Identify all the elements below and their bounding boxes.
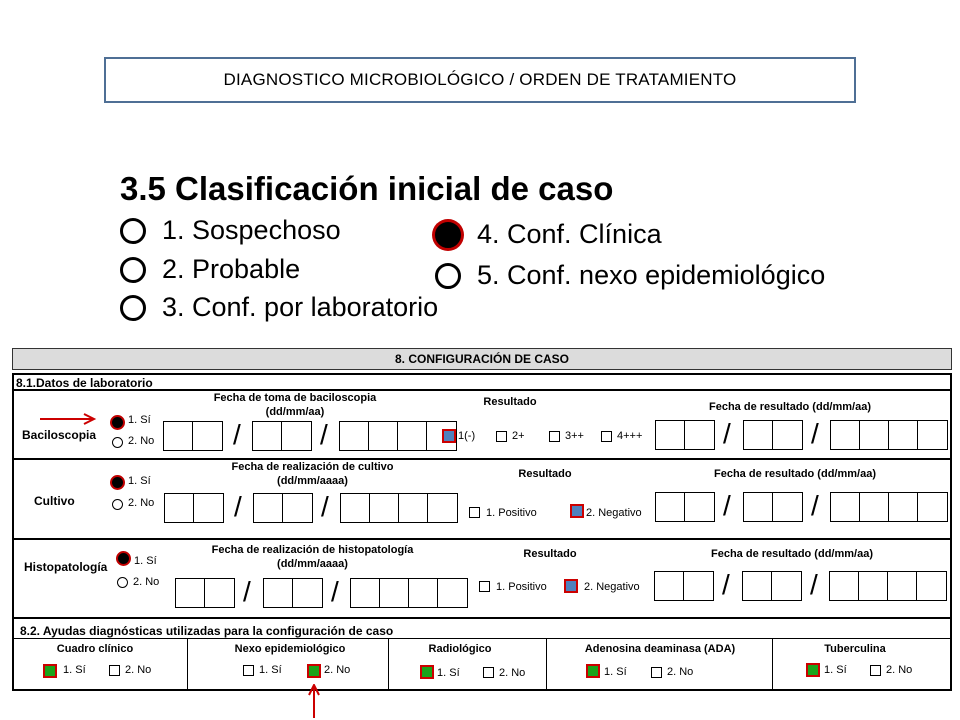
- result-label: 2. Negativo: [584, 581, 640, 593]
- result-day-field[interactable]: [655, 492, 715, 522]
- radio-selected-icon[interactable]: [435, 222, 461, 248]
- no-radio[interactable]: [112, 437, 123, 448]
- date-separator: /: [243, 576, 251, 607]
- aid-yes-checkbox-selected[interactable]: [806, 663, 820, 677]
- divider: [12, 538, 952, 540]
- option-label: 4. Conf. Clínica: [477, 219, 662, 249]
- date-header: Fecha de realización de cultivo: [231, 461, 394, 473]
- aid-yes-checkbox-selected[interactable]: [43, 664, 57, 678]
- date-separator: /: [233, 419, 241, 450]
- day-field[interactable]: [164, 493, 224, 523]
- arrow-right-icon: [38, 412, 98, 426]
- year-field[interactable]: [339, 421, 457, 451]
- month-field[interactable]: [253, 493, 313, 523]
- aid-radiologico: Radiológico: [428, 643, 492, 655]
- aid-no-checkbox[interactable]: [483, 667, 494, 678]
- aids-title: 8.2. Ayudas diagnósticas utilizadas para la configuración de caso: [20, 624, 394, 638]
- result-month-field[interactable]: [743, 492, 803, 522]
- date-separator: /: [234, 491, 242, 522]
- divider: [772, 638, 773, 690]
- aid-yes-label: 1. Sí: [824, 664, 847, 676]
- result-day-field[interactable]: [654, 571, 714, 601]
- radio-icon[interactable]: [435, 263, 461, 289]
- result-year-field[interactable]: [830, 420, 948, 450]
- month-field[interactable]: [263, 578, 323, 608]
- aid-tuberculina: Tuberculina: [824, 643, 886, 655]
- result-month-field[interactable]: [742, 571, 802, 601]
- result-checkbox[interactable]: [469, 507, 480, 518]
- radio-icon[interactable]: [120, 295, 146, 321]
- month-field[interactable]: [252, 421, 312, 451]
- result-date-header: Fecha de resultado (dd/mm/aa): [709, 401, 871, 413]
- lab-title: 8.1.Datos de laboratorio: [16, 376, 153, 390]
- result-checkbox-selected[interactable]: [564, 579, 578, 593]
- result-checkbox[interactable]: [549, 431, 560, 442]
- date-separator: /: [810, 569, 818, 600]
- aid-cuadro-clinico: Cuadro clínico: [56, 643, 134, 655]
- aid-nexo-epidemiologico: Nexo epidemiológico: [234, 643, 346, 655]
- result-date-header: Fecha de resultado (dd/mm/aa): [711, 548, 873, 560]
- result-day-field[interactable]: [655, 420, 715, 450]
- day-field[interactable]: [175, 578, 235, 608]
- date-separator: /: [321, 491, 329, 522]
- result-label: 4+++: [617, 430, 643, 442]
- radio-icon[interactable]: [120, 218, 146, 244]
- aid-yes-checkbox[interactable]: [243, 665, 254, 676]
- date-format: (dd/mm/aaaa): [277, 558, 348, 570]
- yes-label: 1. Sí: [128, 414, 151, 426]
- year-field[interactable]: [350, 578, 468, 608]
- aid-yes-label: 1. Sí: [63, 664, 86, 676]
- result-date-header: Fecha de resultado (dd/mm/aa): [714, 468, 876, 480]
- result-label: 1. Positivo: [486, 507, 537, 519]
- yes-label: 1. Sí: [134, 555, 157, 567]
- aid-no-checkbox[interactable]: [870, 665, 881, 676]
- result-label: 1. Positivo: [496, 581, 547, 593]
- result-label: 2. Negativo: [586, 507, 642, 519]
- result-header: Resultado: [483, 396, 537, 408]
- aid-no-checkbox-selected[interactable]: [307, 664, 321, 678]
- divider: [12, 389, 952, 391]
- divider: [546, 638, 547, 690]
- result-label: 2+: [512, 430, 525, 442]
- row-label-baciloscopia: Baciloscopia: [22, 428, 97, 442]
- radio-icon[interactable]: [120, 257, 146, 283]
- aid-no-label: 2. No: [125, 664, 152, 676]
- no-label: 2. No: [128, 435, 155, 447]
- aid-yes-label: 1. Sí: [437, 667, 460, 679]
- no-radio[interactable]: [112, 499, 123, 510]
- option-label: 3. Conf. por laboratorio: [162, 292, 439, 322]
- aid-yes-label: 1. Sí: [259, 664, 282, 676]
- option-sospechoso[interactable]: [120, 215, 341, 246]
- option-conf-clinica[interactable]: [435, 219, 662, 250]
- row-label-histopatologia: Histopatología: [24, 560, 108, 574]
- day-field[interactable]: [163, 421, 223, 451]
- divider: [12, 458, 952, 460]
- aid-no-label: 2. No: [499, 667, 526, 679]
- result-checkbox[interactable]: [601, 431, 612, 442]
- result-label: 1(-): [458, 430, 476, 442]
- aid-no-label: 2. No: [324, 664, 351, 676]
- divider: [388, 638, 389, 690]
- aid-yes-checkbox-selected[interactable]: [420, 665, 434, 679]
- result-year-field[interactable]: [829, 571, 947, 601]
- yes-label: 1. Sí: [128, 475, 151, 487]
- yes-radio-selected[interactable]: [118, 553, 129, 564]
- no-label: 2. No: [133, 576, 160, 588]
- yes-radio-selected[interactable]: [112, 477, 123, 488]
- option-conf-nexo[interactable]: [435, 260, 825, 291]
- date-header: Fecha de realización de histopatología: [211, 544, 414, 556]
- divider: [187, 638, 188, 690]
- section-heading: 8. CONFIGURACIÓN DE CASO: [12, 348, 952, 370]
- classification-heading: 3.5 Clasificación inicial de caso: [120, 170, 614, 207]
- result-year-field[interactable]: [830, 492, 948, 522]
- aid-yes-label: 1. Sí: [604, 666, 627, 678]
- date-separator: /: [320, 419, 328, 450]
- aid-no-checkbox[interactable]: [651, 667, 662, 678]
- divider: [12, 617, 952, 619]
- option-label: 5. Conf. nexo epidemiológico: [477, 260, 826, 290]
- date-separator: /: [723, 490, 731, 521]
- date-separator: /: [722, 569, 730, 600]
- aid-no-label: 2. No: [667, 666, 694, 678]
- result-checkbox[interactable]: [479, 581, 490, 592]
- row-label-cultivo: Cultivo: [34, 494, 75, 508]
- aid-no-checkbox[interactable]: [109, 665, 120, 676]
- option-label: 2. Probable: [162, 254, 301, 284]
- aid-no-label: 2. No: [886, 664, 913, 676]
- date-separator: /: [331, 576, 339, 607]
- divider: [12, 638, 952, 639]
- date-format: (dd/mm/aaaa): [277, 475, 348, 487]
- result-month-field[interactable]: [743, 420, 803, 450]
- date-separator: /: [811, 490, 819, 521]
- result-header: Resultado: [523, 548, 577, 560]
- no-radio[interactable]: [117, 577, 128, 588]
- date-format: (dd/mm/aa): [265, 406, 325, 418]
- result-checkbox-selected[interactable]: [570, 504, 584, 518]
- page-title: DIAGNOSTICO MICROBIOLÓGICO / ORDEN DE TRATAMIENTO: [104, 57, 856, 103]
- year-field[interactable]: [340, 493, 458, 523]
- yes-radio-selected[interactable]: [112, 417, 123, 428]
- arrow-up-icon: [307, 684, 321, 720]
- result-header: Resultado: [518, 468, 572, 480]
- result-checkbox[interactable]: [496, 431, 507, 442]
- date-header: Fecha de toma de baciloscopia: [213, 392, 377, 404]
- result-checkbox-selected[interactable]: [442, 429, 456, 443]
- aid-ada: Adenosina deaminasa (ADA): [584, 643, 736, 655]
- aid-yes-checkbox-selected[interactable]: [586, 664, 600, 678]
- option-probable[interactable]: [120, 254, 300, 285]
- date-separator: /: [723, 418, 731, 449]
- result-label: 3++: [565, 430, 584, 442]
- option-conf-laboratorio[interactable]: [120, 292, 438, 323]
- option-label: 1. Sospechoso: [162, 215, 341, 245]
- no-label: 2. No: [128, 497, 155, 509]
- date-separator: /: [811, 418, 819, 449]
